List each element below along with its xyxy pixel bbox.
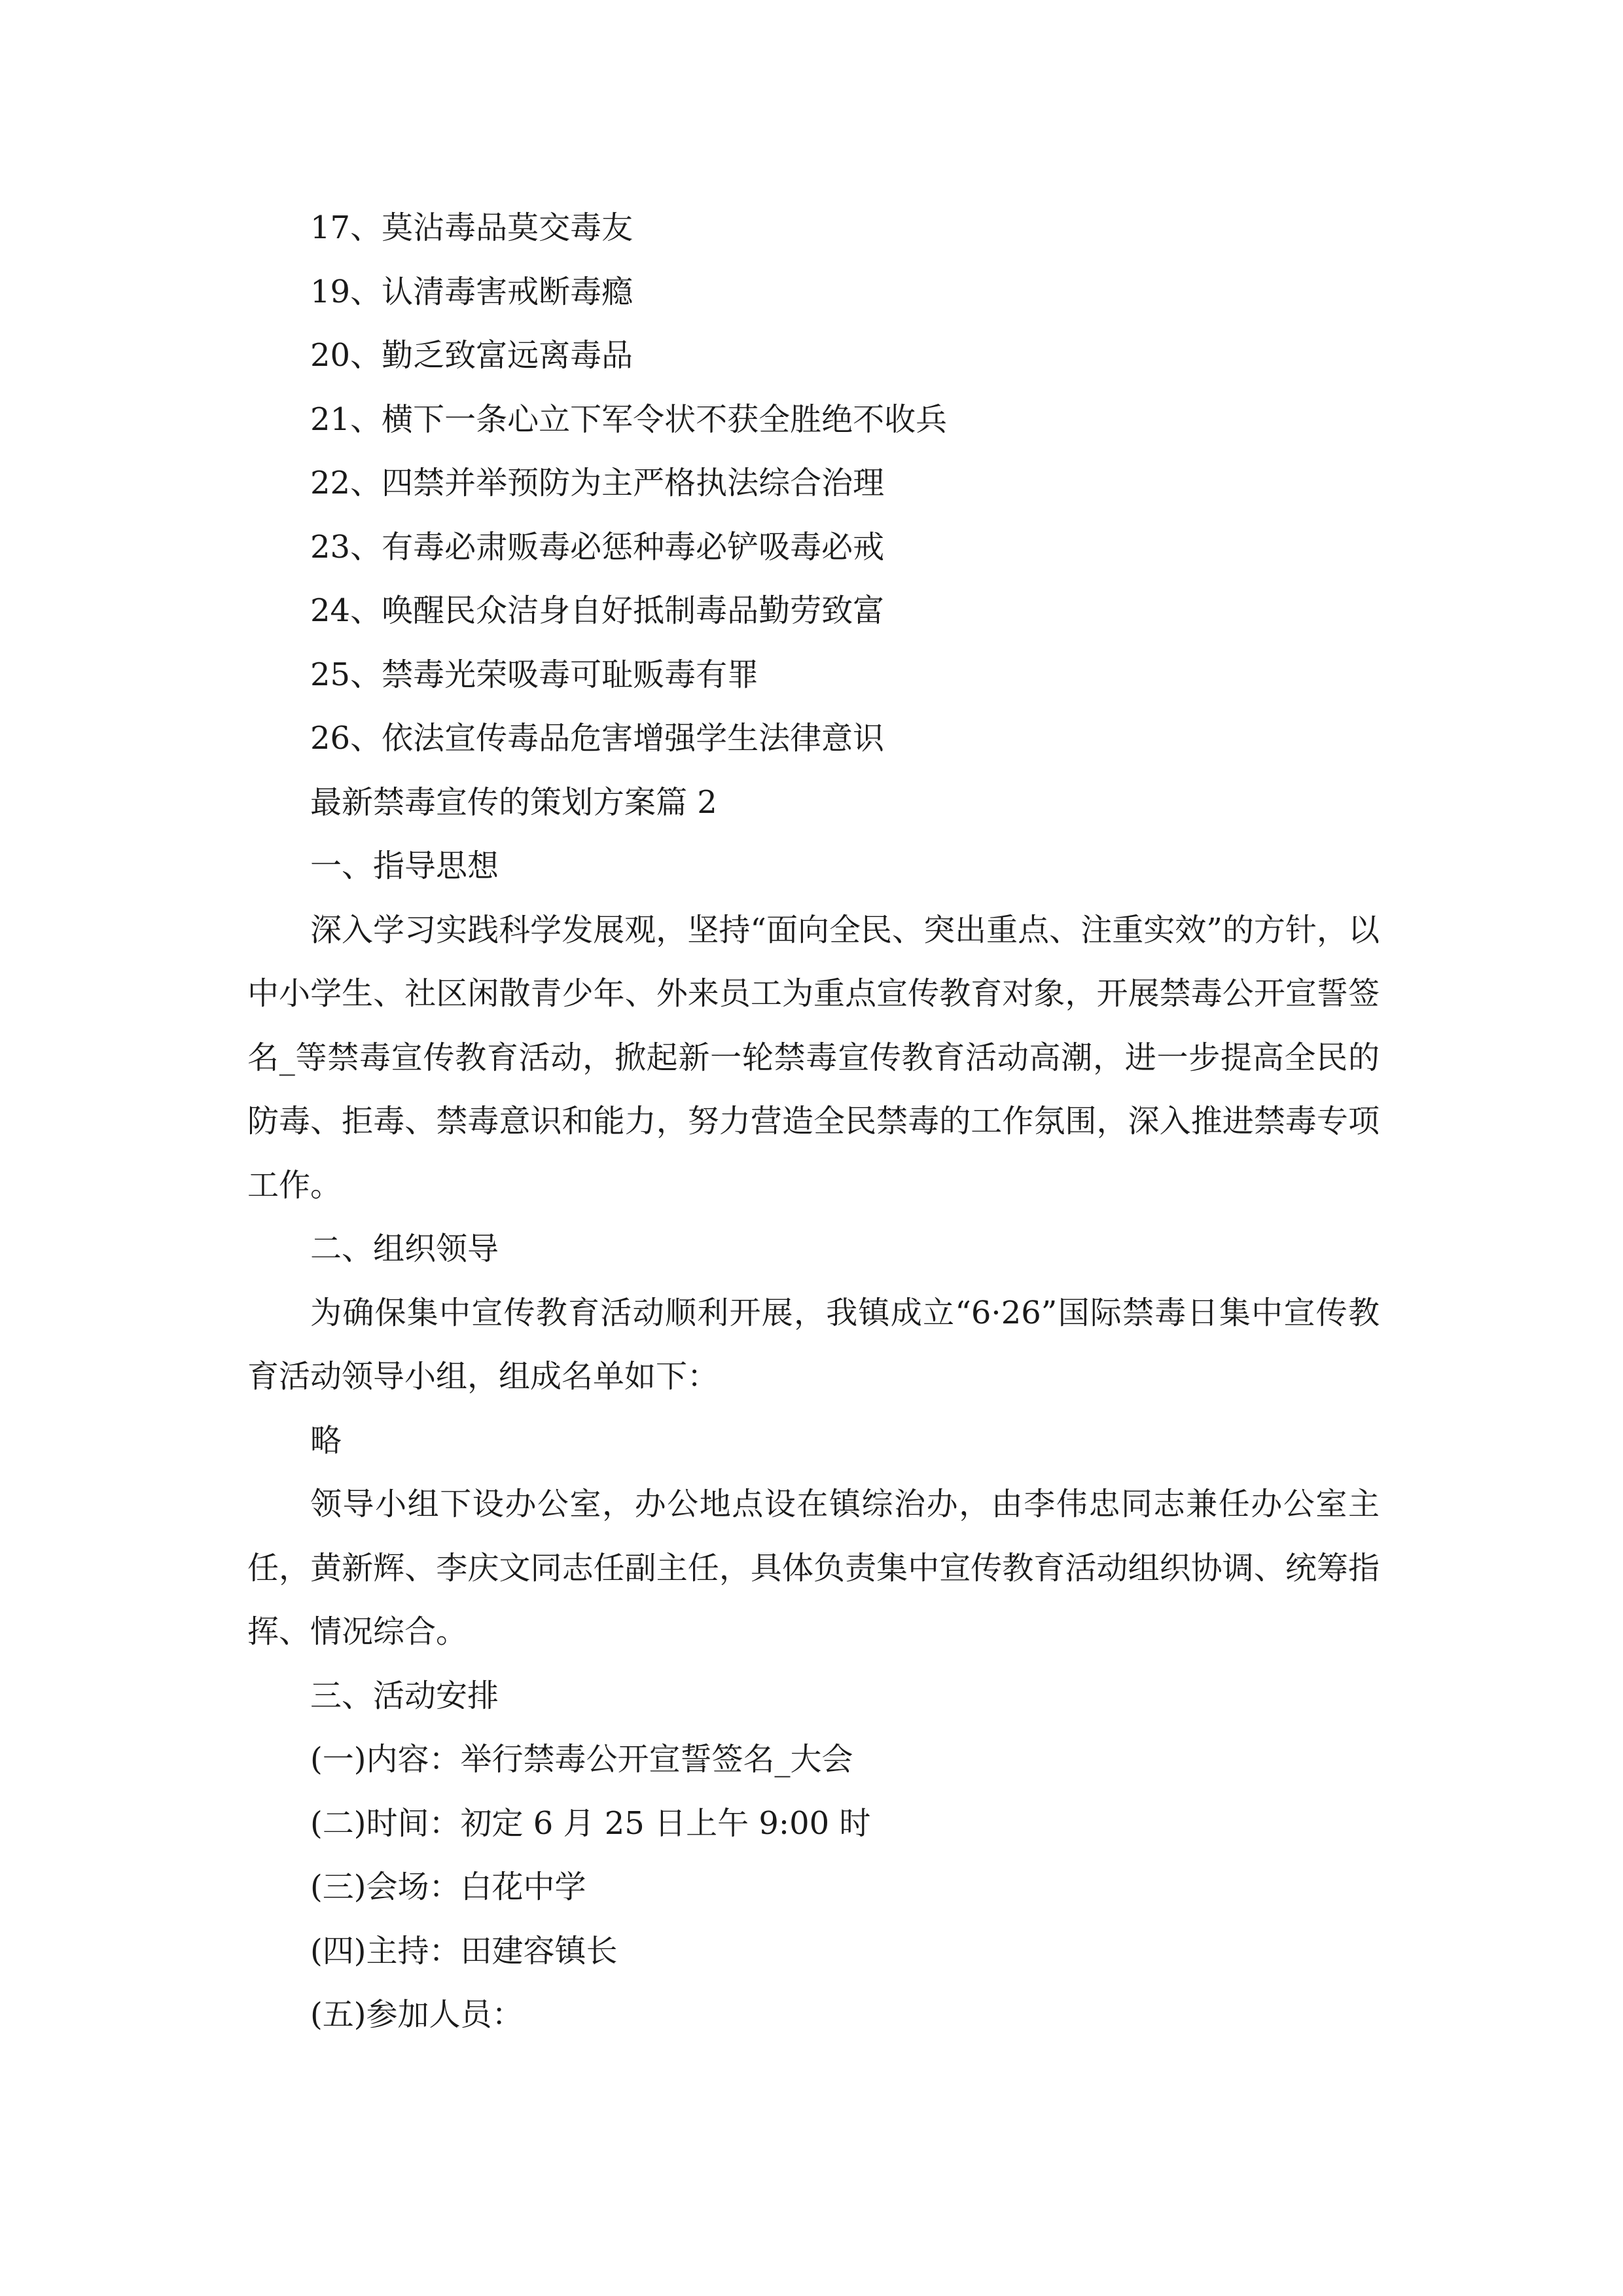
activity-item-time: (二)时间：初定 6 月 25 日上午 9:00 时 [310,1804,871,1842]
paragraph-office: 领导小组下设办公室，办公地点设在镇综治办，由李伟忠同志兼任办公室主任，黄新辉、李庆文同志任副主任，具体负责集中宣传教育活动组织协调、统筹指挥、情况综合。 [247,1486,1380,1650]
slogan-line: 25、禁毒光荣吸毒可耻贩毒有罪 [310,656,759,693]
heading-guiding-ideology: 一、指导思想 [310,848,499,884]
slogan-line: 23、有毒必肃贩毒必惩种毒必铲吸毒必戒 [310,528,885,565]
activity-item-host: (四)主持：田建容镇长 [310,1932,618,1969]
section-title: 最新禁毒宣传的策划方案篇 2 [310,783,717,821]
slogan-line: 17、莫沾毒品莫交毒友 [310,209,633,246]
slogan-line: 19、认清毒害戒断毒瘾 [310,273,633,310]
activity-item-participants: (五)参加人员： [310,1996,524,2033]
heading-organization: 二、组织领导 [310,1230,499,1267]
slogan-line: 22、四禁并举预防为主严格执法综合治理 [310,465,885,501]
slogan-line: 21、横下一条心立下军令状不获全胜绝不收兵 [310,401,948,438]
activity-item-venue: (三)会场：白花中学 [310,1869,586,1905]
activity-item-content: (一)内容：举行禁毒公开宣誓签名_大会 [310,1741,853,1778]
slogan-line: 20、勤乏致富远离毒品 [310,337,633,374]
paragraph-organization: 为确保集中宣传教育活动顺利开展，我镇成立“6·26”国际禁毒日集中宣传教育活动领导小组，组成名单如下： [247,1294,1380,1395]
slogan-line: 24、唤醒民众洁身自好抵制毒品勤劳致富 [310,592,885,629]
omitted-note: 略 [310,1422,342,1459]
heading-activity: 三、活动安排 [310,1677,499,1714]
paragraph-guiding-ideology: 深入学习实践科学发展观，坚持“面向全民、突出重点、注重实效”的方针，以中小学生、社区闲散青少年、外来员工为重点宣传教育对象，开展禁毒公开宣誓签名_等禁毒宣传教育活动，掀起新一轮禁毒宣传教育活动高潮，进一步提高全民的防毒、拒毒、禁毒意识和能力，努力营造全民禁毒的工作氛围，深入推进禁毒专项工作。 [247,911,1380,1204]
document-body [247,196,1380,2047]
slogan-line: 26、依法宣传毒品危害增强学生法律意识 [310,720,885,757]
